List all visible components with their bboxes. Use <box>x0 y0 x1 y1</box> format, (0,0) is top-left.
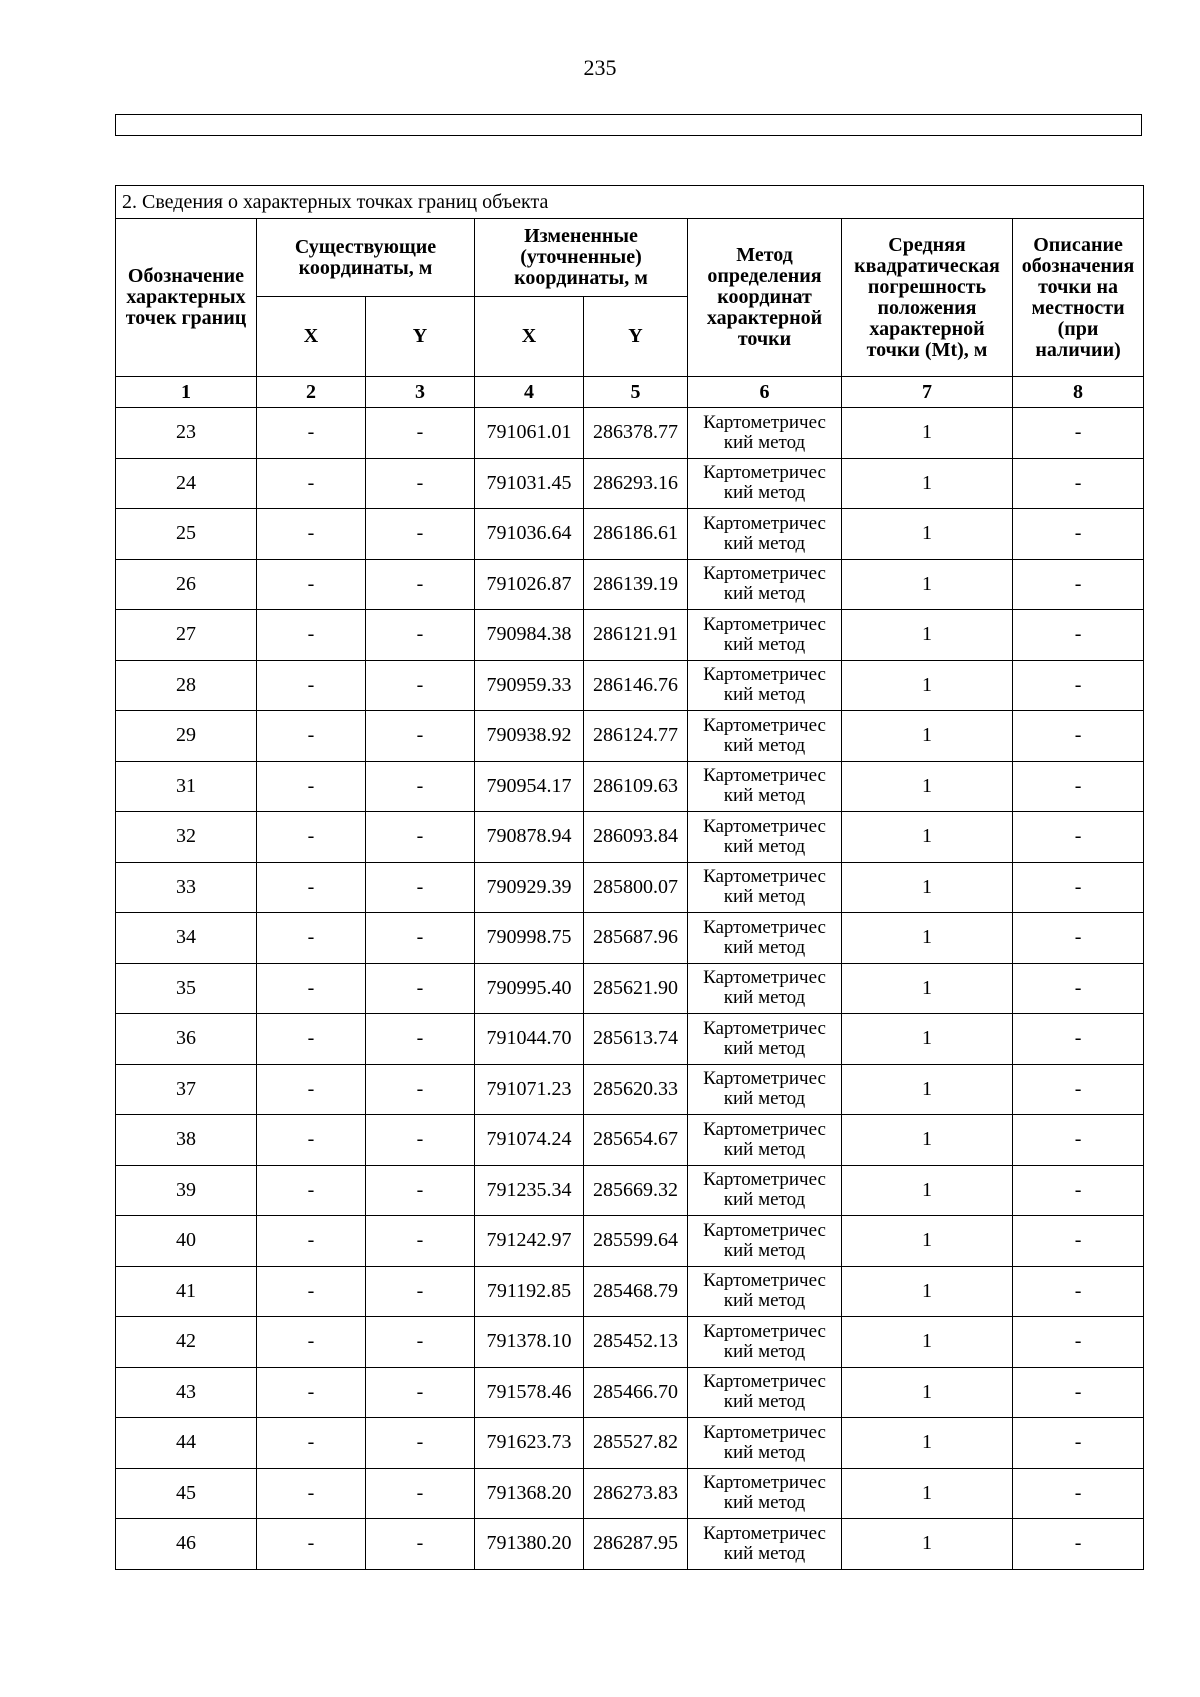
point-cell: 25 <box>116 509 257 560</box>
changed-x-cell: 791026.87 <box>475 559 584 610</box>
description-cell: - <box>1013 913 1144 964</box>
existing-x-cell: - <box>257 1317 366 1368</box>
existing-y-cell: - <box>366 761 475 812</box>
changed-y-cell: 285466.70 <box>584 1367 688 1418</box>
table-row <box>116 1266 1144 1317</box>
table-row <box>116 408 1144 459</box>
changed-y-cell: 286139.19 <box>584 559 688 610</box>
method-line-2: кий метод <box>723 532 806 554</box>
method-cell <box>688 711 842 762</box>
description-cell: - <box>1013 458 1144 509</box>
existing-y-cell: - <box>366 1367 475 1418</box>
description-cell: - <box>1013 660 1144 711</box>
table-row <box>116 1014 1144 1065</box>
header-existing-x: X <box>257 297 366 377</box>
header-changed-x: X <box>475 297 584 377</box>
description-cell: - <box>1013 862 1144 913</box>
method-cell <box>688 1266 842 1317</box>
changed-x-cell: 791071.23 <box>475 1064 584 1115</box>
method-line-2: кий метод <box>723 1138 806 1160</box>
method-line-1: Картометричес <box>703 512 826 534</box>
description-cell: - <box>1013 1014 1144 1065</box>
error-cell: 1 <box>842 610 1013 661</box>
changed-y-cell: 285654.67 <box>584 1115 688 1166</box>
existing-y-cell: - <box>366 509 475 560</box>
header-error: Средняя квадратическая погрешность положения характерной точки (Mt), м <box>842 219 1013 377</box>
changed-y-cell: 286293.16 <box>584 458 688 509</box>
method-line-2: кий метод <box>723 482 806 504</box>
method-line-2: кий метод <box>723 431 806 453</box>
method-line-1: Картометричес <box>703 866 826 888</box>
error-cell: 1 <box>842 1418 1013 1469</box>
point-cell: 36 <box>116 1014 257 1065</box>
existing-y-cell: - <box>366 1519 475 1570</box>
description-cell: - <box>1013 408 1144 459</box>
error-cell: 1 <box>842 458 1013 509</box>
method-line-2: кий метод <box>723 633 806 655</box>
error-cell: 1 <box>842 862 1013 913</box>
method-line-1: Картометричес <box>703 1421 826 1443</box>
description-cell: - <box>1013 1266 1144 1317</box>
table-row <box>116 1064 1144 1115</box>
column-number: 7 <box>842 377 1013 408</box>
table-row <box>116 812 1144 863</box>
error-cell: 1 <box>842 963 1013 1014</box>
method-line-2: кий метод <box>723 1542 806 1564</box>
changed-x-cell: 791036.64 <box>475 509 584 560</box>
column-number: 8 <box>1013 377 1144 408</box>
existing-y-cell: - <box>366 1468 475 1519</box>
method-line-1: Картометричес <box>703 765 826 787</box>
method-cell <box>688 1317 842 1368</box>
method-cell <box>688 1216 842 1267</box>
description-cell: - <box>1013 711 1144 762</box>
changed-y-cell: 285621.90 <box>584 963 688 1014</box>
changed-y-cell: 285669.32 <box>584 1165 688 1216</box>
header-changed-coords: Измененные (уточненные) координаты, м <box>475 219 688 297</box>
column-number: 4 <box>475 377 584 408</box>
method-cell <box>688 761 842 812</box>
method-line-2: кий метод <box>723 886 806 908</box>
existing-x-cell: - <box>257 1266 366 1317</box>
error-cell: 1 <box>842 1367 1013 1418</box>
table-row <box>116 458 1144 509</box>
method-line-2: кий метод <box>723 936 806 958</box>
error-cell: 1 <box>842 1468 1013 1519</box>
existing-y-cell: - <box>366 458 475 509</box>
changed-x-cell: 791242.97 <box>475 1216 584 1267</box>
section-title: 2. Сведения о характерных точках границ объекта <box>116 186 1144 219</box>
method-cell <box>688 1468 842 1519</box>
page-number: 235 <box>583 55 617 80</box>
description-cell: - <box>1013 761 1144 812</box>
table-row <box>116 1165 1144 1216</box>
method-line-1: Картометричес <box>703 815 826 837</box>
existing-x-cell: - <box>257 1014 366 1065</box>
changed-x-cell: 791044.70 <box>475 1014 584 1065</box>
method-line-1: Картометричес <box>703 664 826 686</box>
description-cell: - <box>1013 812 1144 863</box>
error-cell: 1 <box>842 408 1013 459</box>
method-line-2: кий метод <box>723 1189 806 1211</box>
boundary-points-table <box>115 185 1144 1570</box>
method-line-1: Картометричес <box>703 1118 826 1140</box>
error-cell: 1 <box>842 812 1013 863</box>
method-line-2: кий метод <box>723 1239 806 1261</box>
existing-y-cell: - <box>366 1266 475 1317</box>
error-cell: 1 <box>842 913 1013 964</box>
method-cell <box>688 559 842 610</box>
description-cell: - <box>1013 1317 1144 1368</box>
existing-y-cell: - <box>366 1317 475 1368</box>
error-cell: 1 <box>842 1115 1013 1166</box>
table-row <box>116 1367 1144 1418</box>
table-row <box>116 559 1144 610</box>
table-row <box>116 660 1144 711</box>
existing-x-cell: - <box>257 509 366 560</box>
existing-x-cell: - <box>257 862 366 913</box>
changed-y-cell: 285687.96 <box>584 913 688 964</box>
changed-x-cell: 791368.20 <box>475 1468 584 1519</box>
description-cell: - <box>1013 1468 1144 1519</box>
method-cell <box>688 1064 842 1115</box>
method-line-1: Картометричес <box>703 967 826 989</box>
method-cell <box>688 509 842 560</box>
description-cell: - <box>1013 1165 1144 1216</box>
column-number: 5 <box>584 377 688 408</box>
description-cell: - <box>1013 1367 1144 1418</box>
changed-y-cell: 285527.82 <box>584 1418 688 1469</box>
existing-y-cell: - <box>366 1165 475 1216</box>
error-cell: 1 <box>842 1216 1013 1267</box>
method-line-2: кий метод <box>723 583 806 605</box>
method-cell <box>688 1115 842 1166</box>
method-line-1: Картометричес <box>703 411 826 433</box>
description-cell: - <box>1013 610 1144 661</box>
existing-x-cell: - <box>257 761 366 812</box>
existing-x-cell: - <box>257 963 366 1014</box>
method-line-1: Картометричес <box>703 1472 826 1494</box>
table-row <box>116 862 1144 913</box>
table-row <box>116 509 1144 560</box>
table-row <box>116 1519 1144 1570</box>
header-existing-y: Y <box>366 297 475 377</box>
method-line-2: кий метод <box>723 1340 806 1362</box>
existing-x-cell: - <box>257 812 366 863</box>
existing-x-cell: - <box>257 1468 366 1519</box>
existing-y-cell: - <box>366 610 475 661</box>
changed-x-cell: 791378.10 <box>475 1317 584 1368</box>
table-row <box>116 761 1144 812</box>
changed-x-cell: 790878.94 <box>475 812 584 863</box>
table-row <box>116 1418 1144 1469</box>
error-cell: 1 <box>842 1519 1013 1570</box>
changed-y-cell: 286378.77 <box>584 408 688 459</box>
existing-y-cell: - <box>366 1064 475 1115</box>
changed-x-cell: 791031.45 <box>475 458 584 509</box>
method-cell <box>688 660 842 711</box>
existing-y-cell: - <box>366 559 475 610</box>
point-cell: 31 <box>116 761 257 812</box>
existing-y-cell: - <box>366 963 475 1014</box>
error-cell: 1 <box>842 1014 1013 1065</box>
changed-x-cell: 791061.01 <box>475 408 584 459</box>
existing-y-cell: - <box>366 660 475 711</box>
existing-x-cell: - <box>257 660 366 711</box>
existing-x-cell: - <box>257 913 366 964</box>
table-row <box>116 1468 1144 1519</box>
changed-x-cell: 790929.39 <box>475 862 584 913</box>
method-line-1: Картометричес <box>703 1270 826 1292</box>
changed-x-cell: 790959.33 <box>475 660 584 711</box>
changed-y-cell: 286146.76 <box>584 660 688 711</box>
changed-x-cell: 790984.38 <box>475 610 584 661</box>
description-cell: - <box>1013 559 1144 610</box>
point-cell: 29 <box>116 711 257 762</box>
method-cell <box>688 963 842 1014</box>
existing-x-cell: - <box>257 408 366 459</box>
method-line-1: Картометричес <box>703 916 826 938</box>
table-row <box>116 610 1144 661</box>
point-cell: 42 <box>116 1317 257 1368</box>
column-number: 1 <box>116 377 257 408</box>
error-cell: 1 <box>842 1317 1013 1368</box>
changed-y-cell: 285599.64 <box>584 1216 688 1267</box>
changed-y-cell: 286124.77 <box>584 711 688 762</box>
column-number: 2 <box>257 377 366 408</box>
point-cell: 40 <box>116 1216 257 1267</box>
point-cell: 23 <box>116 408 257 459</box>
existing-x-cell: - <box>257 1216 366 1267</box>
method-line-2: кий метод <box>723 1441 806 1463</box>
description-cell: - <box>1013 963 1144 1014</box>
changed-y-cell: 286273.83 <box>584 1468 688 1519</box>
method-line-2: кий метод <box>723 785 806 807</box>
error-cell: 1 <box>842 1165 1013 1216</box>
method-line-1: Картометричес <box>703 1068 826 1090</box>
method-cell <box>688 1418 842 1469</box>
method-cell <box>688 1014 842 1065</box>
existing-x-cell: - <box>257 711 366 762</box>
point-cell: 24 <box>116 458 257 509</box>
column-numbers-row <box>116 377 1144 408</box>
existing-y-cell: - <box>366 1014 475 1065</box>
method-cell <box>688 610 842 661</box>
header-method: Метод определения координат характерной точки <box>688 219 842 377</box>
changed-x-cell: 791074.24 <box>475 1115 584 1166</box>
existing-x-cell: - <box>257 1418 366 1469</box>
point-cell: 27 <box>116 610 257 661</box>
table-body <box>116 408 1144 1570</box>
method-line-2: кий метод <box>723 1037 806 1059</box>
method-cell <box>688 812 842 863</box>
changed-y-cell: 285468.79 <box>584 1266 688 1317</box>
method-line-1: Картометричес <box>703 462 826 484</box>
existing-x-cell: - <box>257 458 366 509</box>
existing-x-cell: - <box>257 559 366 610</box>
column-number: 3 <box>366 377 475 408</box>
existing-y-cell: - <box>366 1216 475 1267</box>
existing-y-cell: - <box>366 1418 475 1469</box>
method-cell <box>688 408 842 459</box>
error-cell: 1 <box>842 660 1013 711</box>
point-cell: 28 <box>116 660 257 711</box>
error-cell: 1 <box>842 1266 1013 1317</box>
method-line-2: кий метод <box>723 835 806 857</box>
point-cell: 38 <box>116 1115 257 1166</box>
method-cell <box>688 458 842 509</box>
method-cell <box>688 1367 842 1418</box>
changed-x-cell: 790995.40 <box>475 963 584 1014</box>
changed-y-cell: 285800.07 <box>584 862 688 913</box>
error-cell: 1 <box>842 1064 1013 1115</box>
changed-y-cell: 285613.74 <box>584 1014 688 1065</box>
existing-y-cell: - <box>366 408 475 459</box>
table-row <box>116 1115 1144 1166</box>
method-line-1: Картометричес <box>703 1371 826 1393</box>
description-cell: - <box>1013 1115 1144 1166</box>
method-line-1: Картометричес <box>703 1017 826 1039</box>
point-cell: 45 <box>116 1468 257 1519</box>
table-row <box>116 913 1144 964</box>
existing-x-cell: - <box>257 1165 366 1216</box>
existing-y-cell: - <box>366 812 475 863</box>
existing-x-cell: - <box>257 610 366 661</box>
method-line-1: Картометричес <box>703 1169 826 1191</box>
table-row <box>116 963 1144 1014</box>
method-line-1: Картометричес <box>703 563 826 585</box>
existing-y-cell: - <box>366 862 475 913</box>
method-cell <box>688 1519 842 1570</box>
method-line-1: Картометричес <box>703 1522 826 1544</box>
method-line-1: Картометричес <box>703 613 826 635</box>
column-number: 6 <box>688 377 842 408</box>
method-line-2: кий метод <box>723 1391 806 1413</box>
changed-x-cell: 791578.46 <box>475 1367 584 1418</box>
header-changed-y: Y <box>584 297 688 377</box>
point-cell: 46 <box>116 1519 257 1570</box>
point-cell: 33 <box>116 862 257 913</box>
error-cell: 1 <box>842 711 1013 762</box>
description-cell: - <box>1013 1519 1144 1570</box>
table-row <box>116 1216 1144 1267</box>
description-cell: - <box>1013 1418 1144 1469</box>
method-line-1: Картометричес <box>703 1219 826 1241</box>
header-point: Обозначение характерных точек границ <box>116 219 257 377</box>
method-line-1: Картометричес <box>703 714 826 736</box>
existing-x-cell: - <box>257 1115 366 1166</box>
method-cell <box>688 862 842 913</box>
changed-y-cell: 285620.33 <box>584 1064 688 1115</box>
point-cell: 41 <box>116 1266 257 1317</box>
point-cell: 26 <box>116 559 257 610</box>
error-cell: 1 <box>842 761 1013 812</box>
description-cell: - <box>1013 509 1144 560</box>
existing-x-cell: - <box>257 1519 366 1570</box>
empty-header-box <box>115 114 1142 136</box>
existing-y-cell: - <box>366 913 475 964</box>
existing-y-cell: - <box>366 1115 475 1166</box>
method-cell <box>688 1165 842 1216</box>
method-line-2: кий метод <box>723 1492 806 1514</box>
method-line-2: кий метод <box>723 987 806 1009</box>
point-cell: 43 <box>116 1367 257 1418</box>
changed-y-cell: 286287.95 <box>584 1519 688 1570</box>
existing-x-cell: - <box>257 1367 366 1418</box>
header-existing-coords: Существующие координаты, м <box>257 219 475 297</box>
method-line-2: кий метод <box>723 734 806 756</box>
point-cell: 44 <box>116 1418 257 1469</box>
changed-y-cell: 286093.84 <box>584 812 688 863</box>
error-cell: 1 <box>842 559 1013 610</box>
changed-x-cell: 791192.85 <box>475 1266 584 1317</box>
point-cell: 39 <box>116 1165 257 1216</box>
changed-x-cell: 791380.20 <box>475 1519 584 1570</box>
method-line-2: кий метод <box>723 1088 806 1110</box>
method-line-2: кий метод <box>723 1290 806 1312</box>
changed-y-cell: 286121.91 <box>584 610 688 661</box>
method-line-2: кий метод <box>723 684 806 706</box>
changed-x-cell: 790938.92 <box>475 711 584 762</box>
changed-y-cell: 285452.13 <box>584 1317 688 1368</box>
point-cell: 32 <box>116 812 257 863</box>
method-cell <box>688 913 842 964</box>
description-cell: - <box>1013 1064 1144 1115</box>
point-cell: 34 <box>116 913 257 964</box>
method-line-1: Картометричес <box>703 1320 826 1342</box>
changed-x-cell: 790998.75 <box>475 913 584 964</box>
table-row <box>116 711 1144 762</box>
changed-x-cell: 791235.34 <box>475 1165 584 1216</box>
changed-x-cell: 791623.73 <box>475 1418 584 1469</box>
changed-x-cell: 790954.17 <box>475 761 584 812</box>
description-cell: - <box>1013 1216 1144 1267</box>
changed-y-cell: 286186.61 <box>584 509 688 560</box>
header-description: Описание обозначения точки на местности (при наличии) <box>1013 219 1144 377</box>
point-cell: 37 <box>116 1064 257 1115</box>
error-cell: 1 <box>842 509 1013 560</box>
changed-y-cell: 286109.63 <box>584 761 688 812</box>
table-row <box>116 1317 1144 1368</box>
point-cell: 35 <box>116 963 257 1014</box>
existing-x-cell: - <box>257 1064 366 1115</box>
existing-y-cell: - <box>366 711 475 762</box>
